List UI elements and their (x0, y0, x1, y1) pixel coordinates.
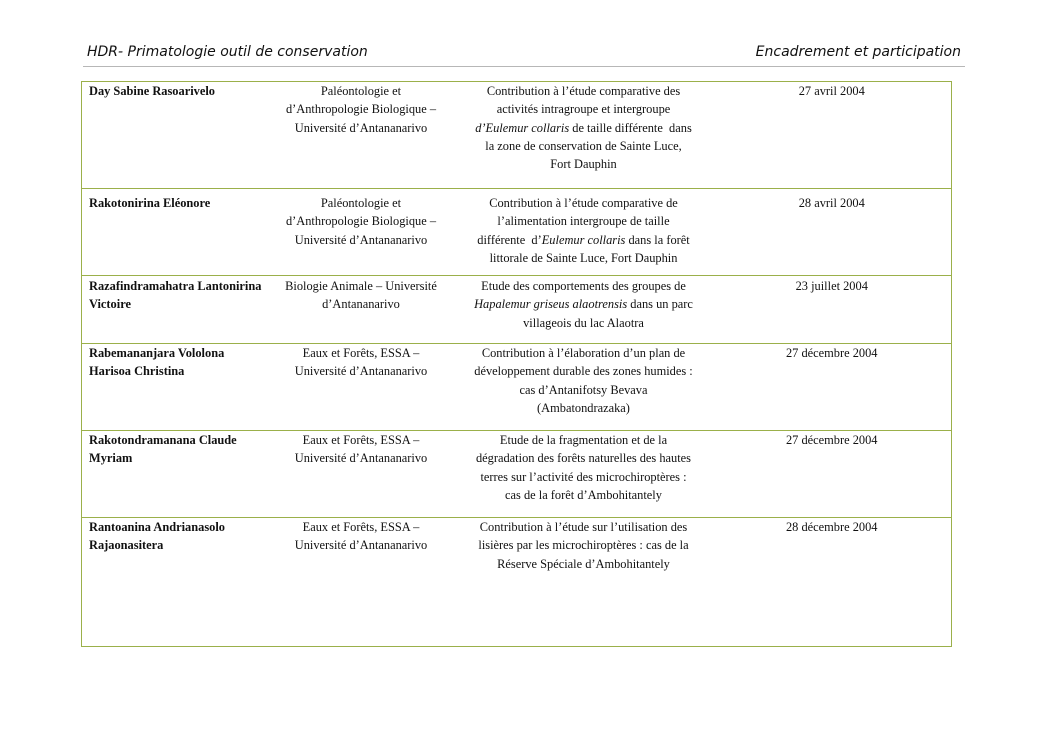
table-row (82, 189, 952, 276)
department-line: d’Anthropologie Biologique – (285, 214, 437, 229)
table-row (82, 82, 952, 189)
department-line: Eaux et Forêts, ESSA – (302, 346, 420, 360)
header-title: HDR- Primatologie outil de conservation (87, 44, 368, 60)
table-row (82, 344, 952, 431)
thesis-title (455, 518, 713, 647)
department-line: d’Anthropologie Biologique – (285, 102, 437, 117)
header-section: Encadrement et participation (755, 44, 961, 60)
title-line: Etude des comportements des groupes de (481, 279, 686, 293)
department-line: Université d’Antananarivo (294, 232, 428, 247)
page-header (87, 44, 961, 64)
title-line: dégradation des forêts naturelles des hautes (475, 451, 692, 466)
title-line: Contribution à l’étude sur l’utilisation des (479, 520, 688, 534)
title-line: développement durable des zones humides : (474, 364, 693, 379)
table-row (82, 276, 952, 344)
title-line: (Ambatondrazaka) (537, 400, 630, 415)
thesis-title (455, 189, 713, 276)
title-line: Contribution à l’étude comparative des (486, 84, 681, 98)
title-line: Etude de la fragmentation et de la (499, 433, 668, 447)
table-body (82, 82, 952, 647)
department-line: Université d’Antananarivo (294, 538, 428, 553)
title-line: activités intragroupe et intergroupe (496, 102, 671, 117)
thesis-title (455, 82, 713, 189)
title-line: terres sur l’activité des microchiroptères : (480, 469, 687, 484)
thesis-title (455, 344, 713, 431)
defense-date: 28 décembre 2004 (785, 520, 878, 534)
department-line: Eaux et Forêts, ESSA – (302, 433, 420, 447)
title-line: Réserve Spéciale d’Ambohitantely (497, 556, 670, 571)
student-name: Rakotonirina Eléonore (89, 196, 211, 210)
supervision-table (81, 81, 952, 647)
title-line: Contribution à l’étude comparative de (489, 196, 678, 210)
department (268, 518, 455, 647)
title-line: d’Eulemur collaris de taille différente dans (475, 120, 692, 135)
table-row (82, 431, 952, 518)
student-name: Rabemananjara Vololona Harisoa Christina (89, 346, 225, 379)
department (268, 276, 455, 344)
department-line: Biologie Animale – Université (285, 279, 437, 293)
title-line: villageois du lac Alaotra (523, 315, 644, 330)
title-line: littorale de Sainte Luce, Fort Dauphin (489, 250, 678, 265)
title-line: Contribution à l’élaboration d’un plan de (481, 346, 686, 360)
title-line: l’alimentation intergroupe de taille (497, 214, 670, 229)
department (268, 344, 455, 431)
title-line: Fort Dauphin (550, 157, 617, 172)
department (268, 431, 455, 518)
thesis-title (455, 276, 713, 344)
student-name: Razafindramahatra Lantonirina Victoire (89, 279, 262, 312)
department-line: d’Antananarivo (322, 297, 400, 312)
department (268, 189, 455, 276)
department-line: Eaux et Forêts, ESSA – (302, 520, 420, 534)
defense-date: 27 décembre 2004 (785, 433, 878, 447)
defense-date: 28 avril 2004 (798, 196, 865, 210)
title-line: lisières par les microchiroptères : cas de la (478, 538, 689, 553)
title-line: la zone de conservation de Sainte Luce, (485, 138, 682, 153)
department (268, 82, 455, 189)
defense-date: 27 avril 2004 (798, 84, 865, 98)
title-line: cas d’Antanifotsy Bevava (519, 382, 648, 397)
title-line: Hapalemur griseus alaotrensis dans un parc (474, 297, 693, 312)
thesis-title (455, 431, 713, 518)
defense-date: 27 décembre 2004 (785, 346, 878, 360)
student-name: Rakotondramanana Claude Myriam (89, 433, 237, 466)
department-line: Paléontologie et (320, 84, 402, 98)
table-row (82, 518, 952, 647)
department-line: Université d’Antananarivo (294, 120, 428, 135)
title-line: différente d’Eulemur collaris dans la forêt (477, 232, 690, 247)
defense-date: 23 juillet 2004 (795, 279, 868, 293)
department-line: Université d’Antananarivo (294, 364, 428, 379)
student-name: Rantoanina Andrianasolo Rajaonasitera (89, 520, 225, 553)
title-line: cas de la forêt d’Ambohitantely (505, 487, 662, 502)
department-line: Université d’Antananarivo (294, 451, 428, 466)
student-name: Day Sabine Rasoarivelo (89, 84, 215, 98)
department-line: Paléontologie et (320, 196, 402, 210)
header-divider (83, 66, 965, 67)
